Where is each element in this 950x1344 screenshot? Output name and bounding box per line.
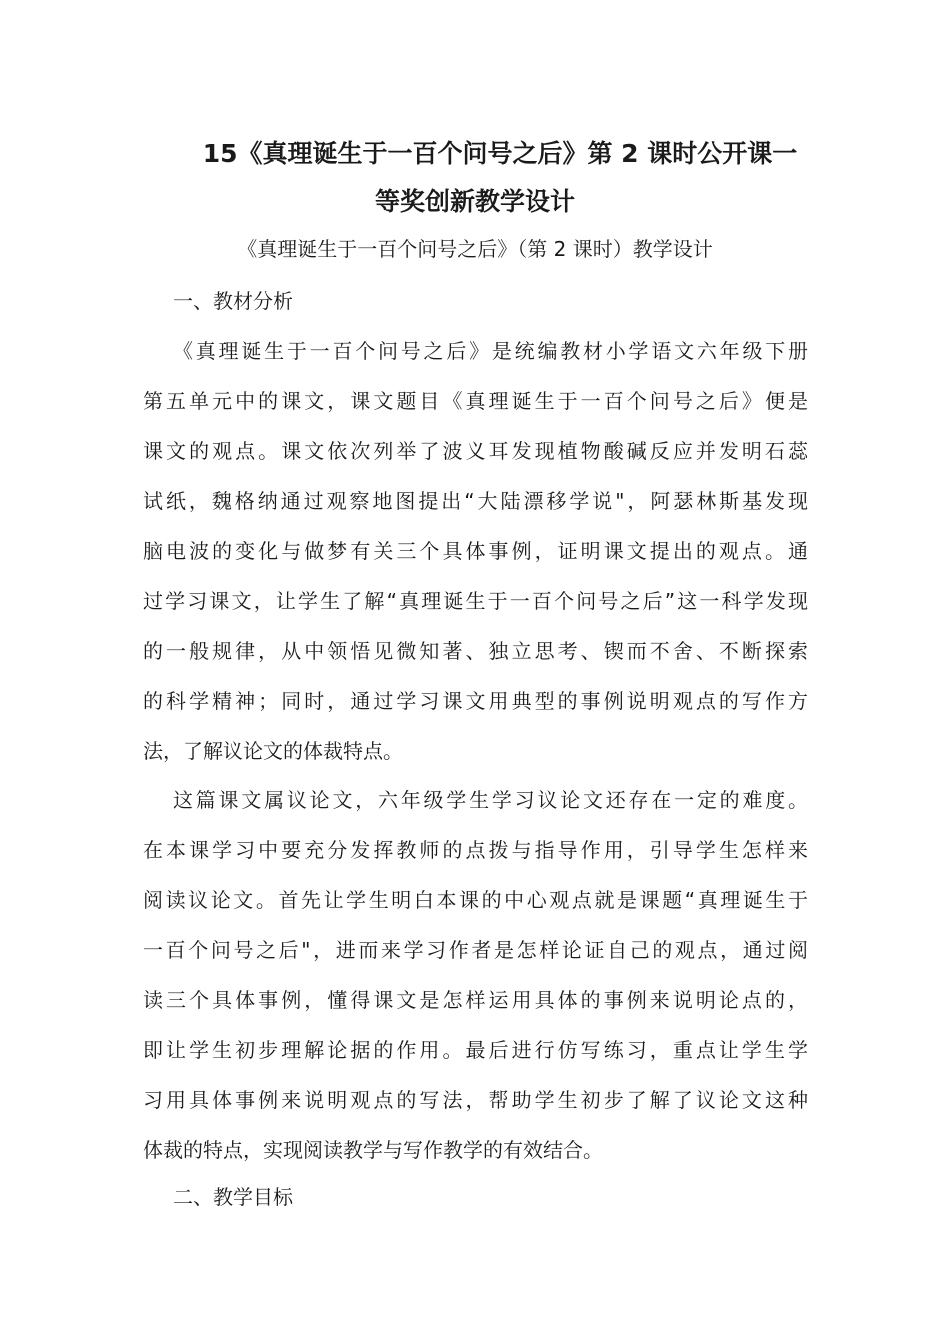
paragraph-line: 即让学生初步理解论据的作用。最后进行仿写练习，重点让学生学: [143, 1038, 808, 1062]
document-title-line-2: 等奖创新教学设计: [374, 187, 575, 216]
paragraph-line: 一百个问号之后"，进而来学习作者是怎样论证自己的观点，通过阅: [143, 938, 808, 962]
paragraph-line: 阅读议论文。首先让学生明白本课的中心观点就是课题“真理诞生于: [143, 888, 808, 912]
paragraph-line: 试纸，魏格纳通过观察地图提出“大陆漂移学说"，阿瑟林斯基发现: [143, 489, 808, 513]
section-heading-textbook-analysis: 一、教材分析: [173, 289, 293, 313]
document-subtitle: 《真理诞生于一百个问号之后》（第 2 课时）教学设计: [237, 237, 713, 261]
document-title-line-1: 15《真理诞生于一百个问号之后》第 2 课时公开课一: [202, 139, 798, 168]
paragraph-line: 在本课学习中要充分发挥教师的点拨与指导作用，引导学生怎样来: [143, 838, 808, 862]
paragraph-line: 这篇课文属议论文，六年级学生学习议论文还存在一定的难度。: [173, 788, 808, 812]
paragraph-line: 的一般规律，从中领悟见微知著、独立思考、锲而不舍、不断探索: [143, 639, 808, 663]
paragraph-line: 的科学精神；同时，通过学习课文用典型的事例说明观点的写作方: [143, 689, 808, 713]
paragraph-line: 第五单元中的课文，课文题目《真理诞生于一百个问号之后》便是: [143, 389, 808, 413]
paragraph-line: 过学习课文，让学生了解“真理诞生于一百个问号之后”这一科学发现: [143, 589, 808, 613]
paragraph-textbook-analysis-2: [143, 785, 808, 1185]
paragraph-line: 法，了解议论文的体裁特点。: [143, 739, 403, 763]
paragraph-line: 《真理诞生于一百个问号之后》是统编教材小学语文六年级下册: [173, 339, 808, 363]
paragraph-line: 读三个具体事例，懂得课文是怎样运用具体的事例来说明论点的，: [143, 988, 808, 1012]
section-heading-teaching-objectives: 二、教学目标: [173, 1185, 293, 1209]
paragraph-line: 习用具体事例来说明观点的写法，帮助学生初步了解了议论文这种: [143, 1088, 808, 1112]
paragraph-line: 体裁的特点，实现阅读教学与写作教学的有效结合。: [143, 1138, 603, 1162]
paragraph-line: 课文的观点。课文依次列举了波义耳发现植物酸碱反应并发明石蕊: [143, 439, 808, 463]
paragraph-line: 脑电波的变化与做梦有关三个具体事例，证明课文提出的观点。通: [143, 539, 808, 563]
paragraph-textbook-analysis-1: [143, 336, 808, 786]
